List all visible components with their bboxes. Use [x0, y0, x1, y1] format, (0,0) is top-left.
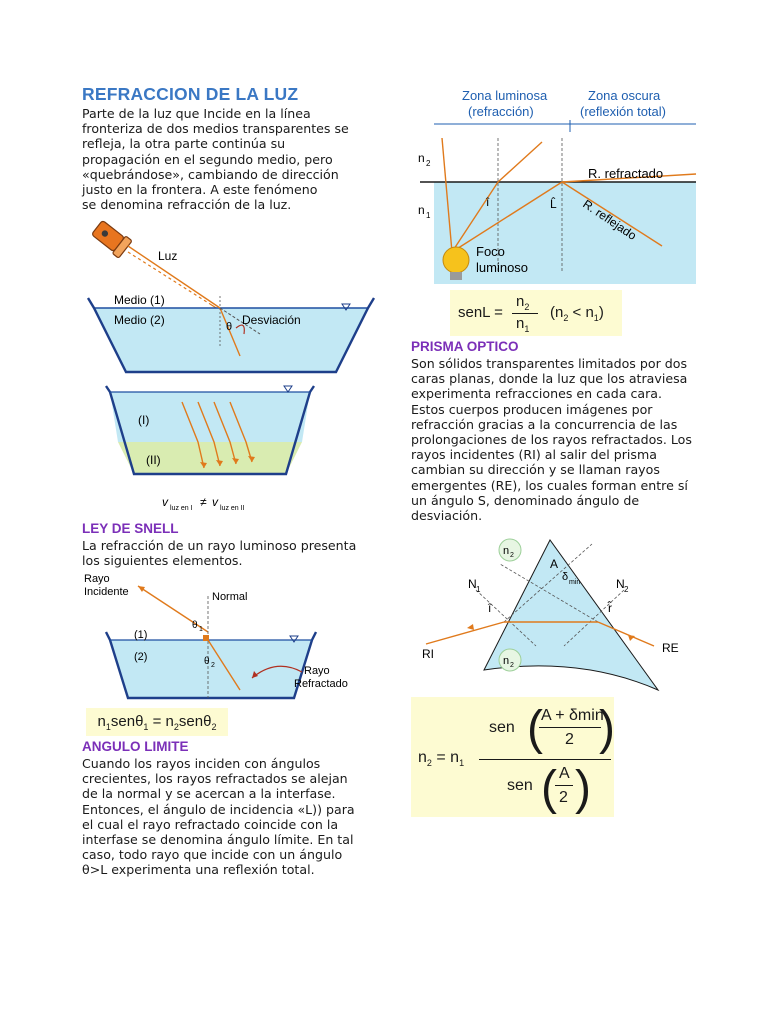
label-desviacion: Desviación [242, 313, 301, 327]
label-r-reflejado: R. reflejado [580, 196, 640, 243]
snell-figure [80, 572, 370, 706]
snell-paragraph: La refracción de un rayo luminoso presenta los siguientes elementos. [82, 538, 357, 569]
svg-text:2: 2 [510, 552, 514, 559]
svg-text:v: v [162, 495, 168, 509]
svg-text:n: n [503, 655, 510, 667]
total-reflection-figure [412, 82, 698, 292]
label-r-refractado: R. refractado [588, 166, 664, 181]
label-luz: Luz [158, 249, 178, 263]
label-theta: θ [226, 321, 233, 333]
label-zona-oscura: Zona oscura [588, 88, 661, 103]
svg-text:N: N [468, 577, 477, 591]
svg-text:θ: θ [192, 620, 198, 631]
limite-paragraph: Cuando los rayos inciden con ángulos crecientes, los rayos refractados se alejan de la normal y se acercan a la interfase. Entonces, el ángulo de incidencia «L)) para el cual el rayo refractado coincide con la interfase se denomina ángulo límite. En tal caso, todo rayo que incide con un ángulo θ>L experimenta una reflexión total. [82, 756, 355, 878]
label-medio-1: (1) [134, 629, 148, 641]
svg-text:v: v [212, 495, 218, 509]
svg-text:î: î [486, 195, 490, 209]
svg-text:Refractado: Refractado [294, 678, 348, 690]
svg-text:(refracción): (refracción) [468, 104, 534, 119]
prisma-paragraph: Son sólidos transparentes limitados por dos caras planas, donde la luz que los atraviesa experimenta refracciones en cada cara. Estos cuerpos producen imágenes por refracción gracias a la concurrencia de las prolongaciones de los rayos refractados. Los rayos incidentes (RI) al salir del prisma cambian su dirección y se llaman rayos emergentes (RE), los cuales forman entre sí un ángulo S, denominado ángulo de desviación. [411, 356, 692, 524]
svg-text:δ: δ [562, 571, 569, 583]
refraction-beakers-figure [80, 216, 380, 520]
svg-text:n: n [418, 151, 425, 165]
svg-text:n: n [503, 545, 510, 557]
label-medio-II: (II) [146, 453, 161, 467]
svg-text:r̂: r̂ [608, 601, 612, 615]
svg-text:Incidente: Incidente [84, 586, 129, 598]
label-rayo-refractado: Rayo [304, 665, 330, 677]
svg-text:θ: θ [204, 656, 210, 667]
svg-text:luz en I: luz en I [170, 505, 193, 512]
svg-text:L̂: L̂ [550, 197, 557, 211]
svg-text:2: 2 [211, 662, 215, 669]
prism-formula: $n_2 = n_1$ sen ( A + δmin 2 ) sen ( A 2 ) [411, 697, 614, 817]
svg-text:luz en II: luz en II [220, 505, 245, 512]
svg-text:≠: ≠ [200, 495, 207, 509]
svg-text:(reflexión total): (reflexión total) [580, 104, 666, 119]
svg-text:2: 2 [426, 159, 431, 168]
svg-text:2: 2 [624, 585, 629, 594]
svg-text:1: 1 [426, 211, 431, 220]
velocity-formula [162, 495, 245, 512]
label-medio-I: (I) [138, 413, 150, 427]
svg-text:luminoso: luminoso [476, 260, 529, 275]
label-medio-2: (2) [134, 651, 148, 663]
senl-formula: senL = $n_2$ $n_1$ [450, 290, 622, 336]
label-foco: Foco [476, 244, 505, 259]
refraccion-paragraph: Parte de la luz que Incide en la línea fronteriza de dos medios transparentes se refleja, la otra parte continúa su propagación en el segundo medio, pero «quebrándose», cambiando de dirección justo en la frontera. A este fenómeno se denomina refracción de la luz. [82, 106, 349, 213]
label-normal: Normal [212, 591, 248, 603]
label-angle-a: A [550, 557, 559, 571]
label-medio1: Medio (1) [114, 293, 165, 307]
svg-text:min: min [569, 579, 581, 586]
svg-text:1: 1 [476, 585, 481, 594]
prism-figure [412, 534, 702, 694]
snell-formula: $n_1sen\theta_1 = n_2sen\theta_2$ [86, 708, 228, 736]
svg-text:2: 2 [510, 662, 514, 669]
snell-title: LEY DE SNELL [82, 521, 179, 536]
prisma-title: PRISMA OPTICO [411, 339, 519, 354]
svg-text:N: N [616, 577, 625, 591]
refraccion-title: REFRACCION DE LA LUZ [82, 84, 299, 104]
svg-text:n: n [418, 203, 425, 217]
label-re: RE [662, 641, 679, 655]
flashlight-icon [90, 219, 132, 259]
snell-beaker-water [110, 640, 312, 698]
label-rayo-incidente: Rayo [84, 573, 110, 585]
label-medio2: Medio (2) [114, 313, 165, 327]
svg-text:1: 1 [199, 626, 203, 633]
label-zona-luminosa: Zona luminosa [462, 88, 548, 103]
senl-condition: $(n_2 < n_1)$ [550, 304, 604, 323]
limite-title: ANGULO LIMITE [82, 739, 189, 754]
svg-text:î: î [488, 601, 492, 615]
label-ri: RI [422, 647, 434, 661]
medium-n1 [434, 182, 696, 284]
